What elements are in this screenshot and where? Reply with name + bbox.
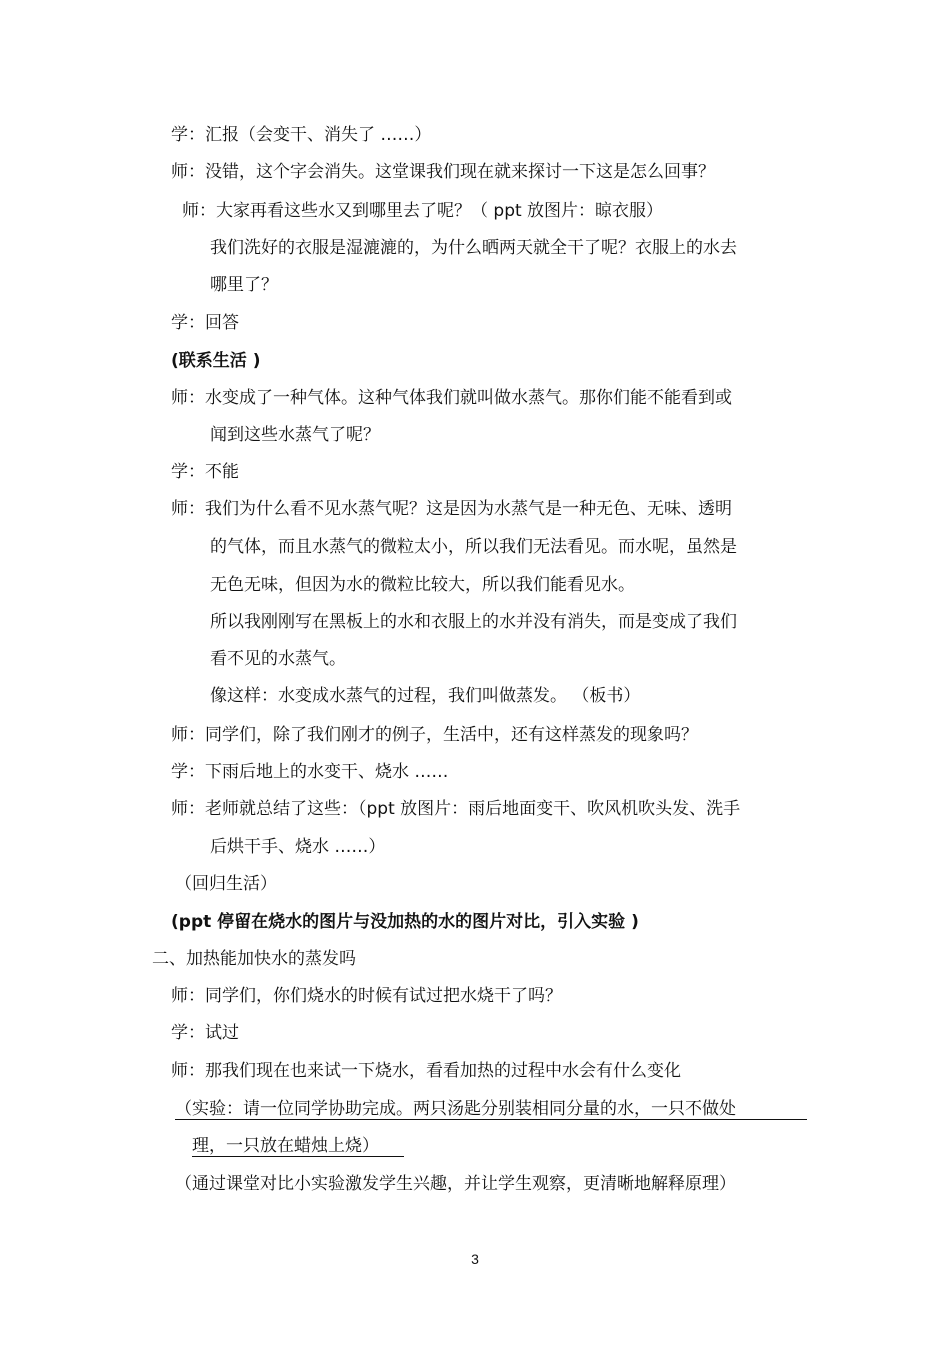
dialogue-line: 无色无味，但因为水的微粒比较大，所以我们能看见水。	[210, 575, 635, 595]
dialogue-line: 师：我们为什么看不见水蒸气呢？这是因为水蒸气是一种无色、无味、透明	[171, 499, 732, 519]
page-number: 3	[471, 1251, 479, 1267]
dialogue-line: 看不见的水蒸气。	[210, 649, 346, 669]
dialogue-line: 学：下雨后地上的水变干、烧水 ……	[171, 762, 449, 782]
experiment-underline	[192, 1156, 404, 1157]
section-heading: 二、加热能加快水的蒸发吗	[152, 949, 356, 969]
experiment-line: 理，一只放在蜡烛上烧）	[192, 1136, 379, 1156]
dialogue-line: 师：同学们，你们烧水的时候有试过把水烧干了吗？	[171, 986, 562, 1006]
dialogue-line: 所以我刚刚写在黑板上的水和衣服上的水并没有消失，而是变成了我们	[210, 612, 737, 632]
dialogue-line: 像这样：水变成水蒸气的过程，我们叫做蒸发。 （板书）	[210, 686, 641, 706]
note-line: （通过课堂对比小实验激发学生兴趣，并让学生观察，更清晰地解释原理）	[175, 1174, 736, 1194]
dialogue-line: 闻到这些水蒸气了呢？	[210, 425, 380, 445]
note-line: (联系生活 )	[171, 351, 261, 371]
note-line: (ppt 停留在烧水的图片与没加热的水的图片对比，引入实验 )	[171, 912, 639, 932]
dialogue-line: 学：不能	[171, 462, 239, 482]
dialogue-line: 师：没错，这个字会消失。这堂课我们现在就来探讨一下这是怎么回事？	[171, 162, 715, 182]
dialogue-line: 学：回答	[171, 313, 239, 333]
dialogue-line: 师：水变成了一种气体。这种气体我们就叫做水蒸气。那你们能不能看到或	[171, 388, 732, 408]
dialogue-line: 我们洗好的衣服是湿漉漉的，为什么晒两天就全干了呢？衣服上的水去	[210, 238, 737, 258]
dialogue-line: 学：汇报（会变干、消失了 ……）	[171, 125, 432, 145]
experiment-line: （实验：请一位同学协助完成。两只汤匙分别装相同分量的水，一只不做处	[175, 1099, 736, 1119]
dialogue-line: 师：那我们现在也来试一下烧水，看看加热的过程中水会有什么变化	[171, 1061, 681, 1081]
dialogue-line: 师：大家再看这些水又到哪里去了呢？（ ppt 放图片：晾衣服）	[182, 201, 664, 221]
dialogue-line: 后烘干手、烧水 ……）	[210, 837, 386, 857]
dialogue-line: 的气体，而且水蒸气的微粒太小，所以我们无法看见。而水呢，虽然是	[210, 537, 737, 557]
dialogue-line: 学：试过	[171, 1023, 239, 1043]
dialogue-line: 师：同学们，除了我们刚才的例子，生活中，还有这样蒸发的现象吗？	[171, 725, 698, 745]
dialogue-line: 哪里了？	[210, 275, 278, 295]
note-line: （回归生活）	[175, 874, 277, 894]
dialogue-line: 师：老师就总结了这些：（ppt 放图片：雨后地面变干、吹风机吹头发、洗手	[171, 799, 741, 819]
experiment-underline	[175, 1119, 807, 1120]
